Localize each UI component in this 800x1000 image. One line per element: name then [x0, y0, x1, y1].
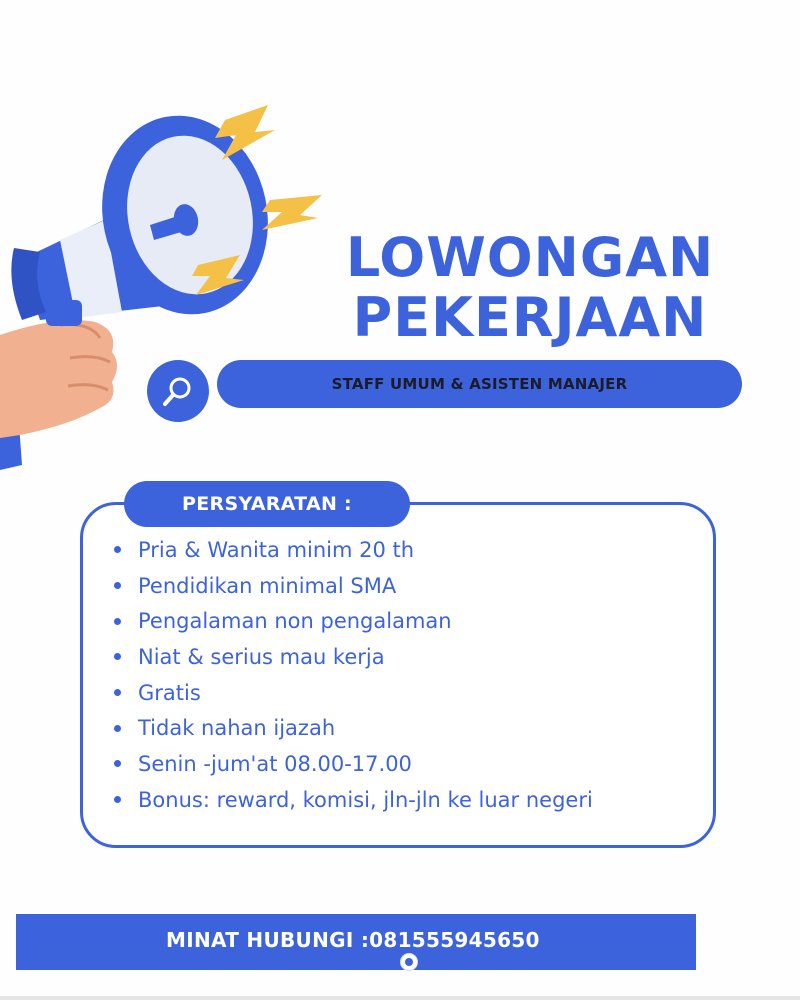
bullet-icon: [114, 796, 121, 803]
bullet-icon: [114, 653, 121, 660]
list-item: Bonus: reward, komisi, jln-jln ke luar negeri: [114, 782, 593, 818]
bullet-icon: [114, 689, 121, 696]
bullet-icon: [114, 760, 121, 767]
position-label: STAFF UMUM & ASISTEN MANAJER: [331, 375, 628, 393]
search-badge: [147, 360, 209, 422]
list-item: Niat & serius mau kerja: [114, 639, 593, 675]
list-item: Senin -jum'at 08.00-17.00: [114, 746, 593, 782]
requirements-header-label: PERSYARATAN :: [182, 493, 352, 515]
requirements-list: [114, 532, 593, 818]
bullet-icon: [114, 546, 121, 553]
list-item: Gratis: [114, 675, 593, 711]
title-line-1: LOWONGAN: [345, 226, 715, 289]
list-item: Pendidikan minimal SMA: [114, 568, 593, 604]
contact-label: MINAT HUBUNGI :081555945650: [166, 928, 540, 952]
position-banner: [217, 360, 742, 408]
contact-banner: [16, 914, 696, 970]
list-item: Pengalaman non pengalaman: [114, 603, 593, 639]
bullet-icon: [114, 582, 121, 589]
bullet-icon: [114, 725, 121, 732]
requirements-header: [124, 481, 410, 527]
bullet-icon: [114, 618, 121, 625]
watermark-icon: [400, 953, 418, 971]
search-icon: [160, 373, 196, 409]
page-title: [330, 228, 730, 348]
bottom-divider: [0, 996, 800, 1000]
title-line-2: PEKERJAAN: [352, 286, 708, 349]
list-item: Pria & Wanita minim 20 th: [114, 532, 593, 568]
hand-icon: [0, 320, 117, 438]
list-item: Tidak nahan ijazah: [114, 710, 593, 746]
